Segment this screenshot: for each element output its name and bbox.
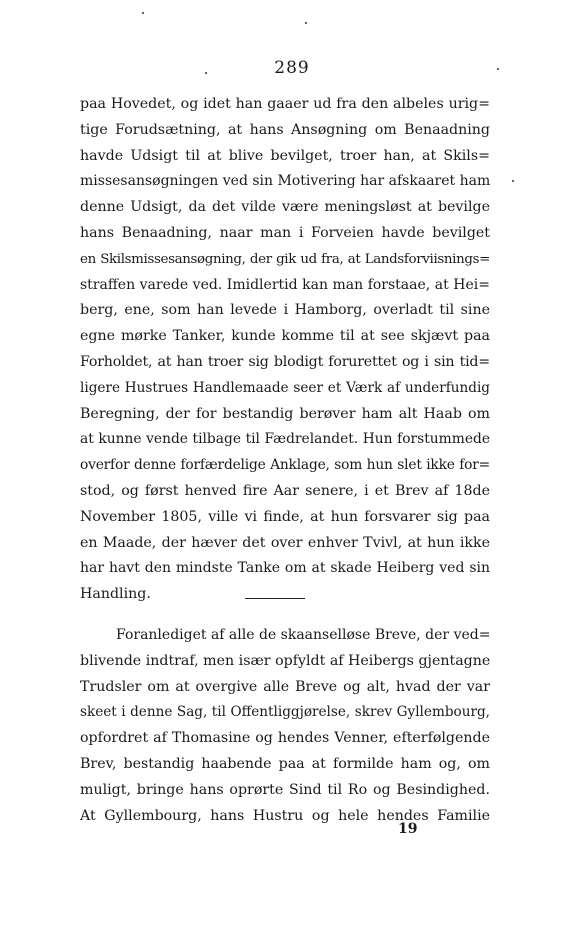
print-speck <box>142 12 144 14</box>
text-line: denne Udsigt, da det vilde være meningsløst at bevilge <box>80 199 490 216</box>
text-line: ligere Hustrues Handlemaade seer et Værk af underfundig <box>80 379 490 396</box>
text-line: muligt, bringe hans oprørte Sind til Ro og Besindighed. <box>80 781 490 798</box>
signature-mark: 19 <box>398 821 418 837</box>
paragraph-continued <box>80 92 490 608</box>
text-line: Trudsler om at overgive alle Breve og alt, hvad der var <box>80 678 490 695</box>
text-line: Foranlediget af alle de skaanselløse Breve, der ved= <box>116 627 491 643</box>
print-speck <box>512 180 514 182</box>
section-divider <box>245 598 305 599</box>
text-line: berg, ene, som han levede i Hamborg, overladt til sine <box>80 302 490 319</box>
text-line: stod, og først henved fire Aar senere, i et Brev af 18de <box>80 482 490 499</box>
print-speck <box>205 72 207 74</box>
paragraph-new <box>80 623 490 829</box>
page-number: 289 <box>274 58 310 78</box>
text-line: at kunne vende tilbage til Fædrelandet. Hun forstummede <box>80 431 490 448</box>
text-line: en Maade, der hæver det over enhver Tvivl, at hun ikke <box>80 534 490 551</box>
text-line: paa Hovedet, og idet han gaaer ud fra den albeles urig= <box>80 96 490 112</box>
print-speck <box>305 22 307 24</box>
text-line: missesansøgningen ved sin Motivering har afskaaret ham <box>80 173 491 190</box>
text-line: straffen varede ved. Imidlertid kan man forstaae, at Hei= <box>80 276 490 293</box>
text-line: opfordret af Thomasine og hendes Venner, efterfølgende <box>80 730 490 747</box>
text-line: Forholdet, at han troer sig blodigt forurettet og i sin tid= <box>80 353 490 370</box>
print-speck <box>497 68 499 70</box>
text-line: egne mørke Tanker, kunde komme til at see skjævt paa <box>80 328 490 345</box>
text-line: hans Benaadning, naar man i Forveien havde bevilget <box>80 224 490 241</box>
text-line: Beregning, der for bestandig berøver ham alt Haab om <box>80 405 490 422</box>
text-line: skeet i denne Sag, til Offentliggjørelse, skrev Gyllembourg, <box>80 704 490 721</box>
text-line: November 1805, ville vi finde, at hun forsvarer sig paa <box>80 508 490 525</box>
text-line: har havt den mindste Tanke om at skade Heiberg ved sin <box>80 560 490 577</box>
text-line: Handling. <box>80 586 151 603</box>
text-line: tige Forudsætning, at hans Ansøgning om Benaadning <box>80 121 490 138</box>
text-line: Brev, bestandig haabende paa at formilde ham og, om <box>80 755 490 772</box>
text-line: overfor denne forfærdelige Anklage, som hun slet ikke for= <box>80 457 490 474</box>
text-line: At Gyllembourg, hans Hustru og hele hendes Familie <box>80 807 490 824</box>
text-line: havde Udsigt til at blive bevilget, troer han, at Skils= <box>80 147 490 164</box>
text-line: blivende indtraf, men især opfyldt af Heibergs gjentagne <box>80 652 491 669</box>
text-line: en Skilsmissesansøgning, der gik ud fra, at Landsforviisnings= <box>80 251 490 267</box>
